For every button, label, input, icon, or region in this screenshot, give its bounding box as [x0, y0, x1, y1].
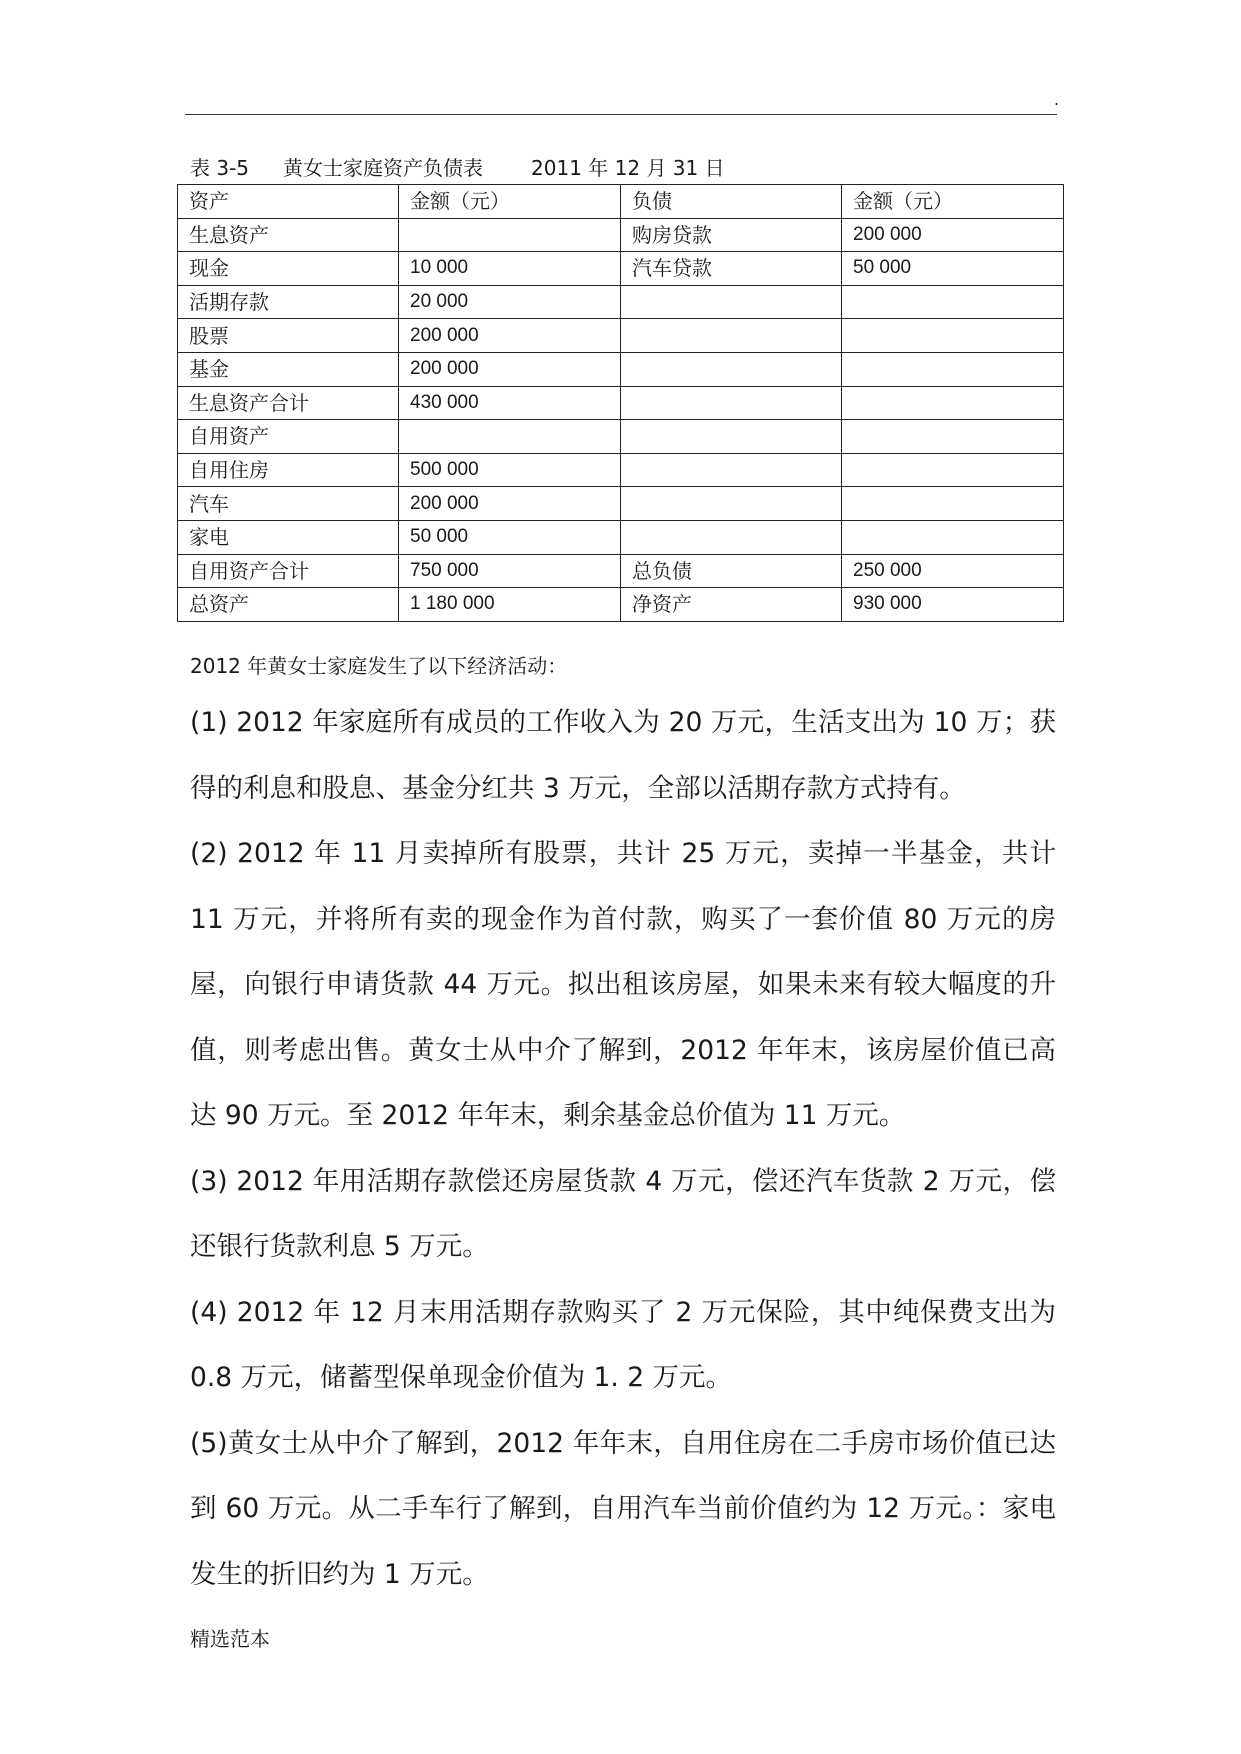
table-cell — [621, 319, 842, 353]
table-row — [178, 386, 1064, 420]
table-cell — [842, 487, 1064, 521]
table-cell — [842, 453, 1064, 487]
table-cell — [621, 420, 842, 454]
table-cell: 汽车贷款 — [621, 252, 842, 286]
activity-list — [190, 690, 1056, 1607]
table-cell — [842, 386, 1064, 420]
table-cell: 200 000 — [399, 319, 621, 353]
table-row — [178, 520, 1064, 554]
table-cell: 200 000 — [842, 218, 1064, 252]
header-cell-liability-amount: 金额（元） — [842, 185, 1064, 219]
intro-text: 2012 年黄女士家庭发生了以下经济活动： — [190, 654, 568, 678]
table-number: 表 3-5 — [190, 156, 250, 180]
table-cell: 股票 — [178, 319, 399, 353]
table-cell: 家电 — [178, 520, 399, 554]
table-cell: 10 000 — [399, 252, 621, 286]
table-cell — [621, 453, 842, 487]
table-row — [178, 420, 1064, 454]
table-cell: 500 000 — [399, 453, 621, 487]
table-cell: 750 000 — [399, 554, 621, 588]
table-cell: 自用住房 — [178, 453, 399, 487]
activity-paragraph: (2) 2012 年 11 月卖掉所有股票，共计 25 万元，卖掉一半基金，共计 11 万元，并将所有卖的现金作为首付款，购买了一套价值 80 万元的房屋，向银行申请货款 44 万元。拟出租该房屋，如果未来有较大幅度的升值，则考虑出售。黄女士从中介了解到，2012 年年末，该房屋价值已高达 90 万元。至 2012 年年末，剩余基金总价值为 11 万元。 — [190, 838, 1056, 1131]
table-cell: 50 000 — [399, 520, 621, 554]
table-cell: 50 000 — [842, 252, 1064, 286]
table-row — [178, 285, 1064, 319]
table-cell: 200 000 — [399, 487, 621, 521]
table-cell — [621, 520, 842, 554]
table-row — [178, 352, 1064, 386]
balance-sheet-table — [177, 184, 1064, 622]
table-cell — [399, 218, 621, 252]
table-cell: 自用资产 — [178, 420, 399, 454]
table-cell: 20 000 — [399, 285, 621, 319]
table-row — [178, 554, 1064, 588]
table-row — [178, 453, 1064, 487]
table-cell: 汽车 — [178, 487, 399, 521]
table-cell: 总资产 — [178, 588, 399, 622]
table-cell: 自用资产合计 — [178, 554, 399, 588]
table-row — [178, 252, 1064, 286]
table-cell: 430 000 — [399, 386, 621, 420]
balance-sheet-body — [178, 185, 1064, 622]
table-row — [178, 487, 1064, 521]
table-cell — [842, 319, 1064, 353]
table-row — [178, 218, 1064, 252]
table-header-row — [178, 185, 1064, 219]
activity-paragraph: (4) 2012 年 12 月末用活期存款购买了 2 万元保险，其中纯保费支出为 0.8 万元，储蓄型保单现金价值为 1. 2 万元。 — [190, 1296, 1056, 1393]
table-cell: 现金 — [178, 252, 399, 286]
table-cell: 1 180 000 — [399, 588, 621, 622]
activity-paragraph: (5)黄女士从中介了解到，2012 年年末，自用住房在二手房市场价值已达到 60 万元。从二手车行了解到，自用汽车当前价值约为 12 万元。：家电发生的折旧约为 1 万元。 — [190, 1427, 1056, 1590]
header-cell-asset-amount: 金额（元） — [399, 185, 621, 219]
header-mark: . — [1054, 90, 1060, 109]
activity-paragraph: (3) 2012 年用活期存款偿还房屋货款 4 万元，偿还汽车货款 2 万元，偿还银行货款利息 5 万元。 — [190, 1165, 1056, 1262]
table-row — [178, 319, 1064, 353]
table-cell: 930 000 — [842, 588, 1064, 622]
table-cell — [842, 420, 1064, 454]
table-cell — [399, 420, 621, 454]
table-row — [178, 588, 1064, 622]
table-cell: 活期存款 — [178, 285, 399, 319]
table-cell: 净资产 — [621, 588, 842, 622]
table-cell — [621, 487, 842, 521]
table-cell: 生息资产合计 — [178, 386, 399, 420]
header-rule — [185, 114, 1057, 115]
header-cell-liability: 负债 — [621, 185, 842, 219]
table-cell: 基金 — [178, 352, 399, 386]
table-cell: 250 000 — [842, 554, 1064, 588]
table-cell — [842, 352, 1064, 386]
table-cell — [621, 386, 842, 420]
activity-paragraph: (1) 2012 年家庭所有成员的工作收入为 20 万元，生活支出为 10 万；获得的利息和股息、基金分红共 3 万元，全部以活期存款方式持有。 — [190, 707, 1056, 804]
table-cell — [621, 285, 842, 319]
footer-text: 精选范本 — [190, 1627, 270, 1651]
table-cell: 总负债 — [621, 554, 842, 588]
header-cell-asset: 资产 — [178, 185, 399, 219]
table-date: 2011 年 12 月 31 日 — [531, 156, 725, 180]
table-title: 黄女士家庭资产负债表 — [283, 156, 484, 180]
table-cell — [842, 285, 1064, 319]
table-cell: 200 000 — [399, 352, 621, 386]
table-cell — [621, 352, 842, 386]
table-cell: 生息资产 — [178, 218, 399, 252]
table-cell — [842, 520, 1064, 554]
table-cell: 购房贷款 — [621, 218, 842, 252]
table-caption — [190, 154, 725, 182]
